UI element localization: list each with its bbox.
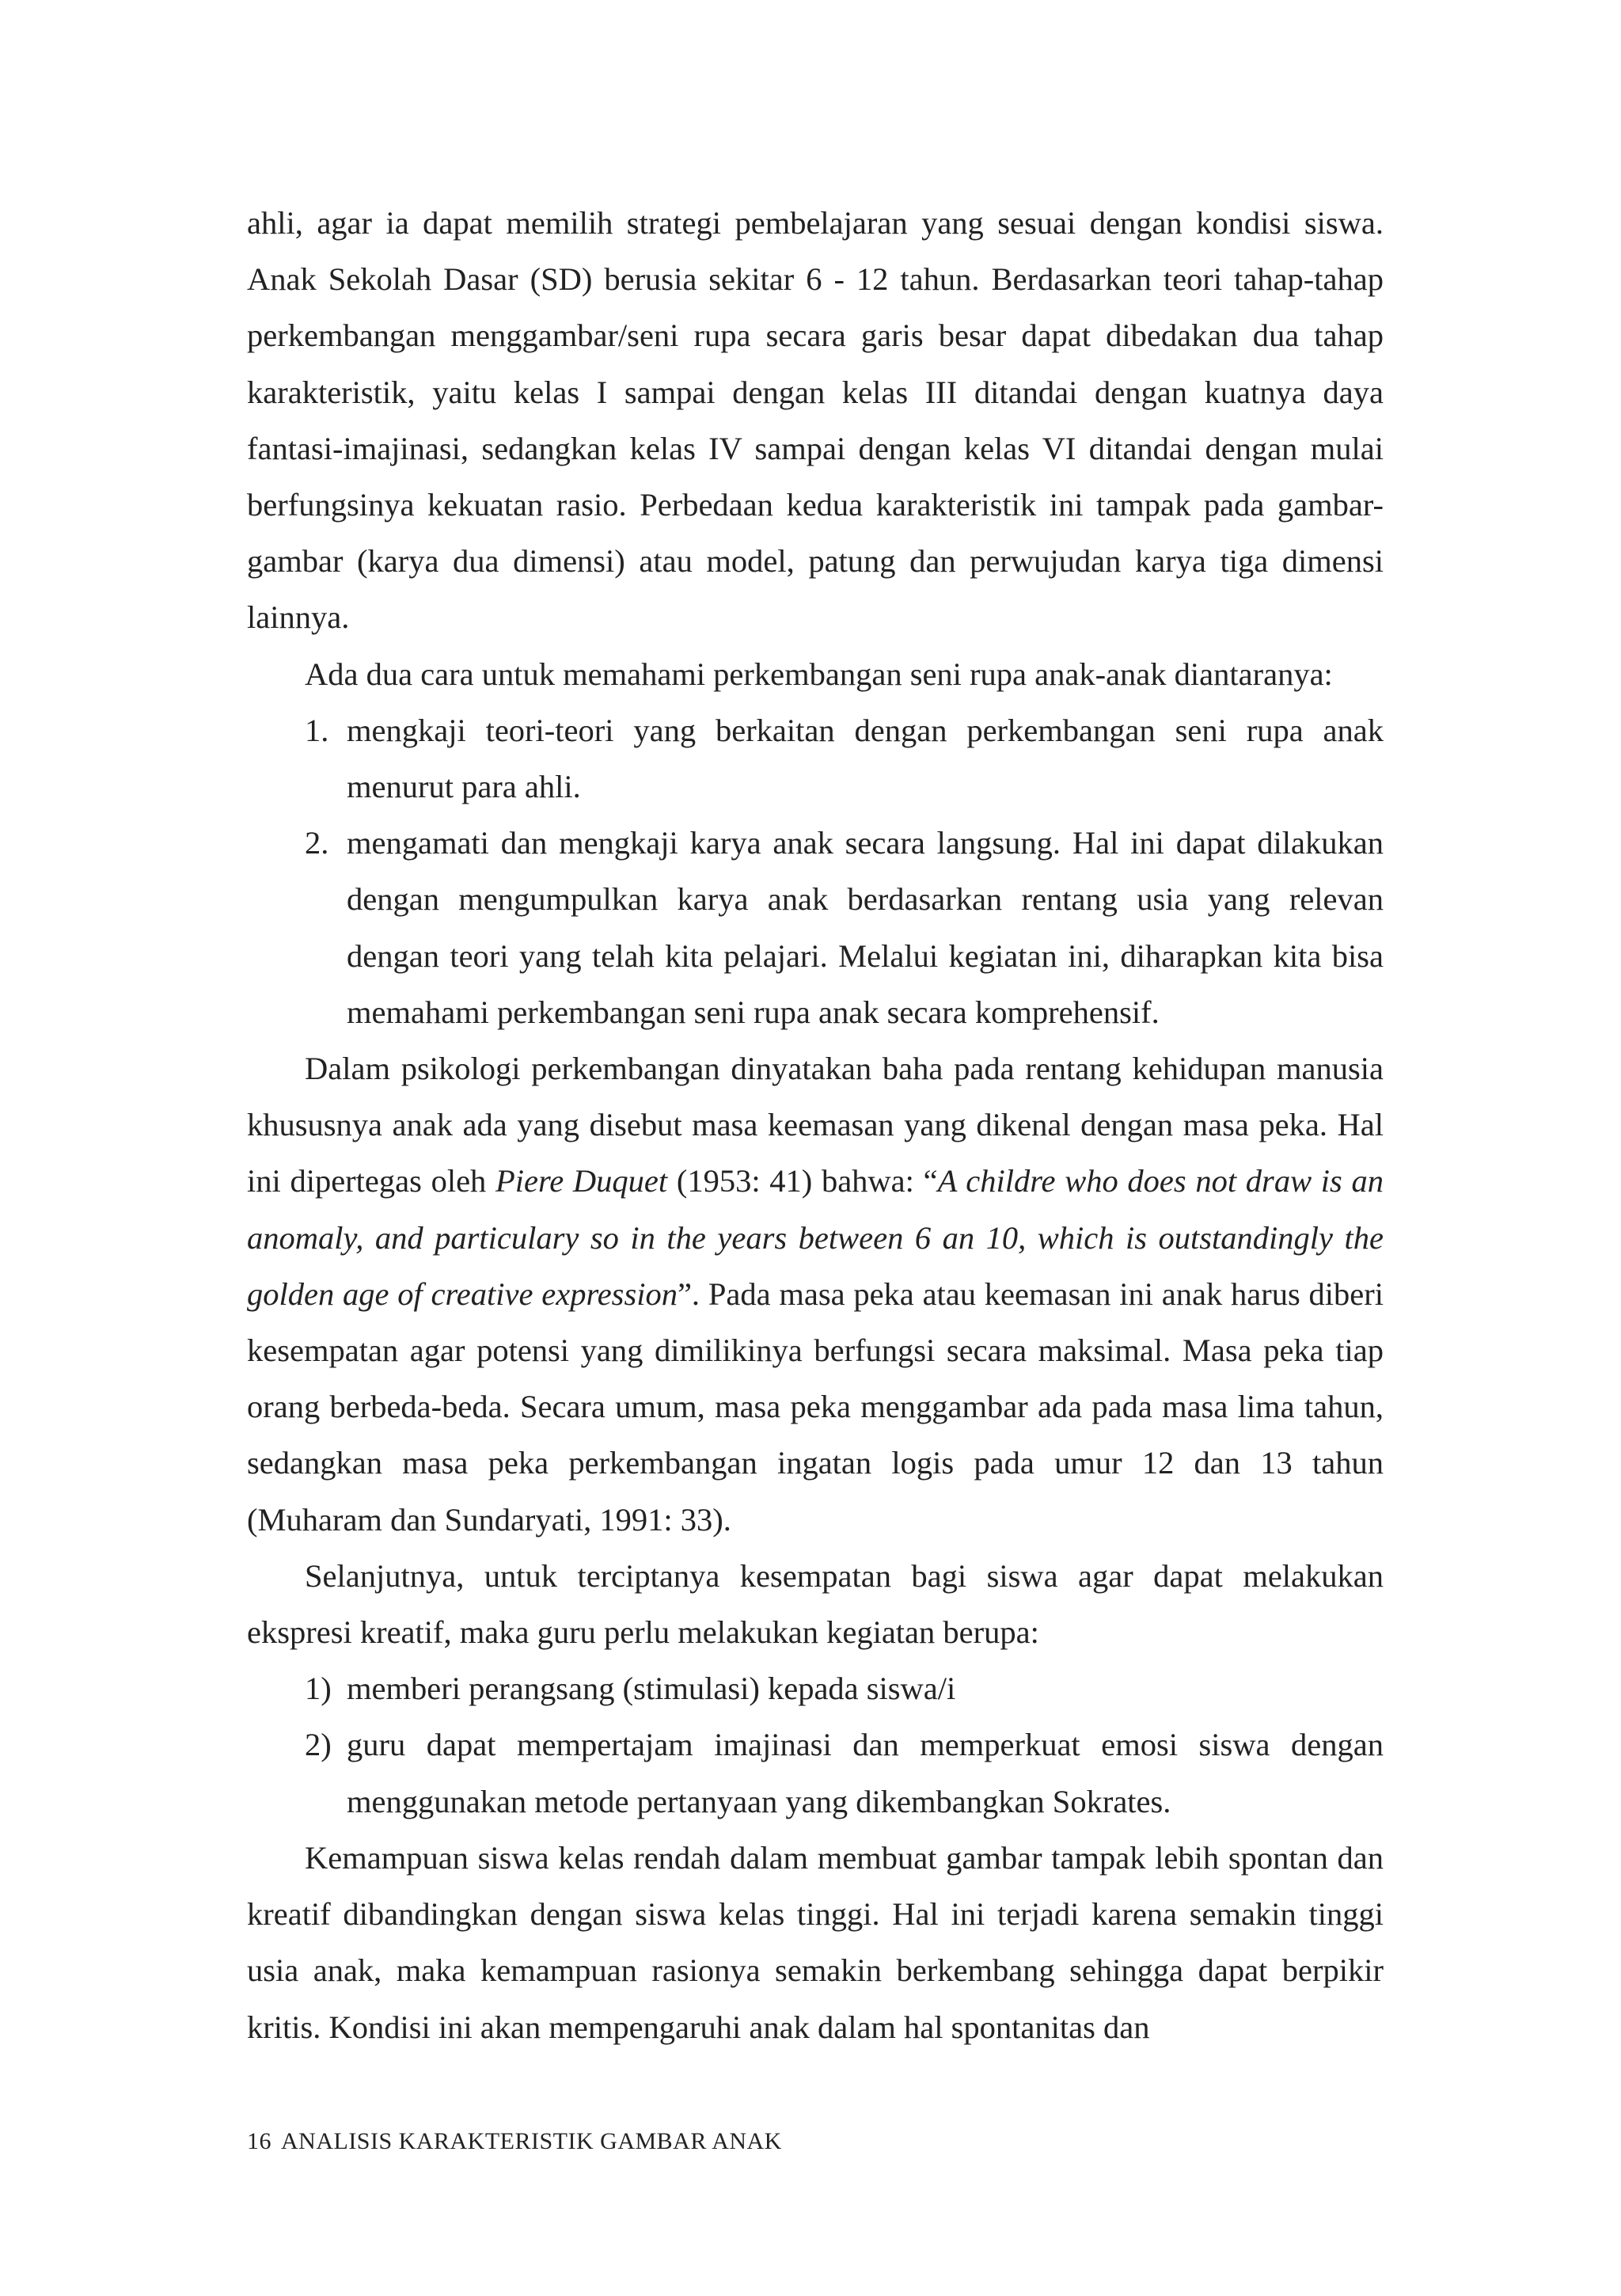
numbered-list-activities <box>247 1660 1384 1830</box>
list-item <box>247 1660 1384 1716</box>
quotation: A childre who does not draw is an anomaly, and particulary so in the years between 6 an 10, which is outstandingly the golden age of creative expression <box>247 1163 1384 1312</box>
text-segment: Dalam psikologi perkembangan dinyatakan baha pada rentang kehidupan manusia khususnya anak ada yang disebut masa keemasan yang dikenal dengan masa peka. Hal ini dipertegas oleh <box>247 1051 1384 1199</box>
list-marker: 2) <box>305 1727 332 1763</box>
list-item-text: mengamati dan mengkaji karya anak secara langsung. Hal ini dapat dilakukan dengan mengumpulkan karya anak berdasarkan rentang usia yang relevan dengan teori yang telah kita pelajari. Melalui kegiatan ini, diharapkan kita bisa memahami perkembangan seni rupa anak secara komprehensif. <box>347 825 1384 1030</box>
paragraph-intro: ahli, agar ia dapat memilih strategi pembelajaran yang sesuai dengan kondisi siswa. Anak Sekolah Dasar (SD) berusia sekitar 6 - 12 tahun. Berdasarkan teori tahap-tahap perkembangan menggambar/seni rupa secara garis besar dapat dibedakan dua tahap karakteristik, yaitu kelas I sampai dengan kelas III ditandai dengan kuatnya daya fantasi-imajinasi, sedangkan kelas IV sampai dengan kelas VI ditandai dengan mulai berfungsinya kekuatan rasio. Perbedaan kedua karakteristik ini tampak pada gambar-gambar (karya dua dimensi) atau model, patung dan perwujudan karya tiga dimensi lainnya. <box>247 205 1384 636</box>
list-item-text: memberi perangsang (stimulasi) kepada siswa/i <box>347 1671 956 1707</box>
list-item <box>247 1716 1384 1829</box>
paragraph-teacher-activities: Selanjutnya, untuk terciptanya kesempatan bagi siswa agar dapat melakukan ekspresi kreatif, maka guru perlu melakukan kegiatan berupa: <box>247 1557 1384 1651</box>
list-marker: 2. <box>305 825 329 861</box>
numbered-list-methods <box>247 702 1384 1040</box>
text-segment: (1953: 41) bahwa: “ <box>667 1163 938 1199</box>
paragraph-two-ways: Ada dua cara untuk memahami perkembangan seni rupa anak-anak diantaranya: <box>305 656 1333 692</box>
paragraph-low-grade-ability: Kemampuan siswa kelas rendah dalam membuat gambar tampak lebih spontan dan kreatif dibandingkan dengan siswa kelas tinggi. Hal ini terjadi karena semakin tinggi usia anak, maka kemampuan rasionya semakin berkembang sehingga dapat berpikir kritis. Kondisi ini akan mempengaruhi anak dalam hal spontanitas dan <box>247 1839 1384 2045</box>
running-title: ANALISIS KARAKTERISTIK GAMBAR ANAK <box>281 2128 782 2154</box>
body-text <box>247 195 1384 2055</box>
list-item-text: mengkaji teori-teori yang berkaitan dengan perkembangan seni rupa anak menurut para ahli. <box>347 712 1384 805</box>
list-item <box>247 815 1384 1040</box>
page-footer <box>247 2126 782 2157</box>
list-marker: 1) <box>305 1671 332 1707</box>
author-name: Piere Duquet <box>495 1163 668 1199</box>
paragraph-golden-age <box>247 1040 1384 1548</box>
page-number: 16 <box>247 2128 271 2154</box>
text-segment: ”. Pada masa peka atau keemasan ini anak harus diberi kesempatan agar potensi yang dimilikinya berfungsi secara maksimal. Masa peka tiap orang berbeda-beda. Secara umum, masa peka menggambar ada pada masa lima tahun, sedangkan masa peka perkembangan ingatan logis pada umur 12 dan 13 tahun (Muharam dan Sundaryati, 1991: 33). <box>247 1275 1384 1538</box>
list-marker: 1. <box>305 712 329 748</box>
list-item <box>247 702 1384 815</box>
list-item-text: guru dapat mempertajam imajinasi dan memperkuat emosi siswa dengan menggunakan metode pertanyaan yang dikembangkan Sokrates. <box>347 1727 1384 1819</box>
